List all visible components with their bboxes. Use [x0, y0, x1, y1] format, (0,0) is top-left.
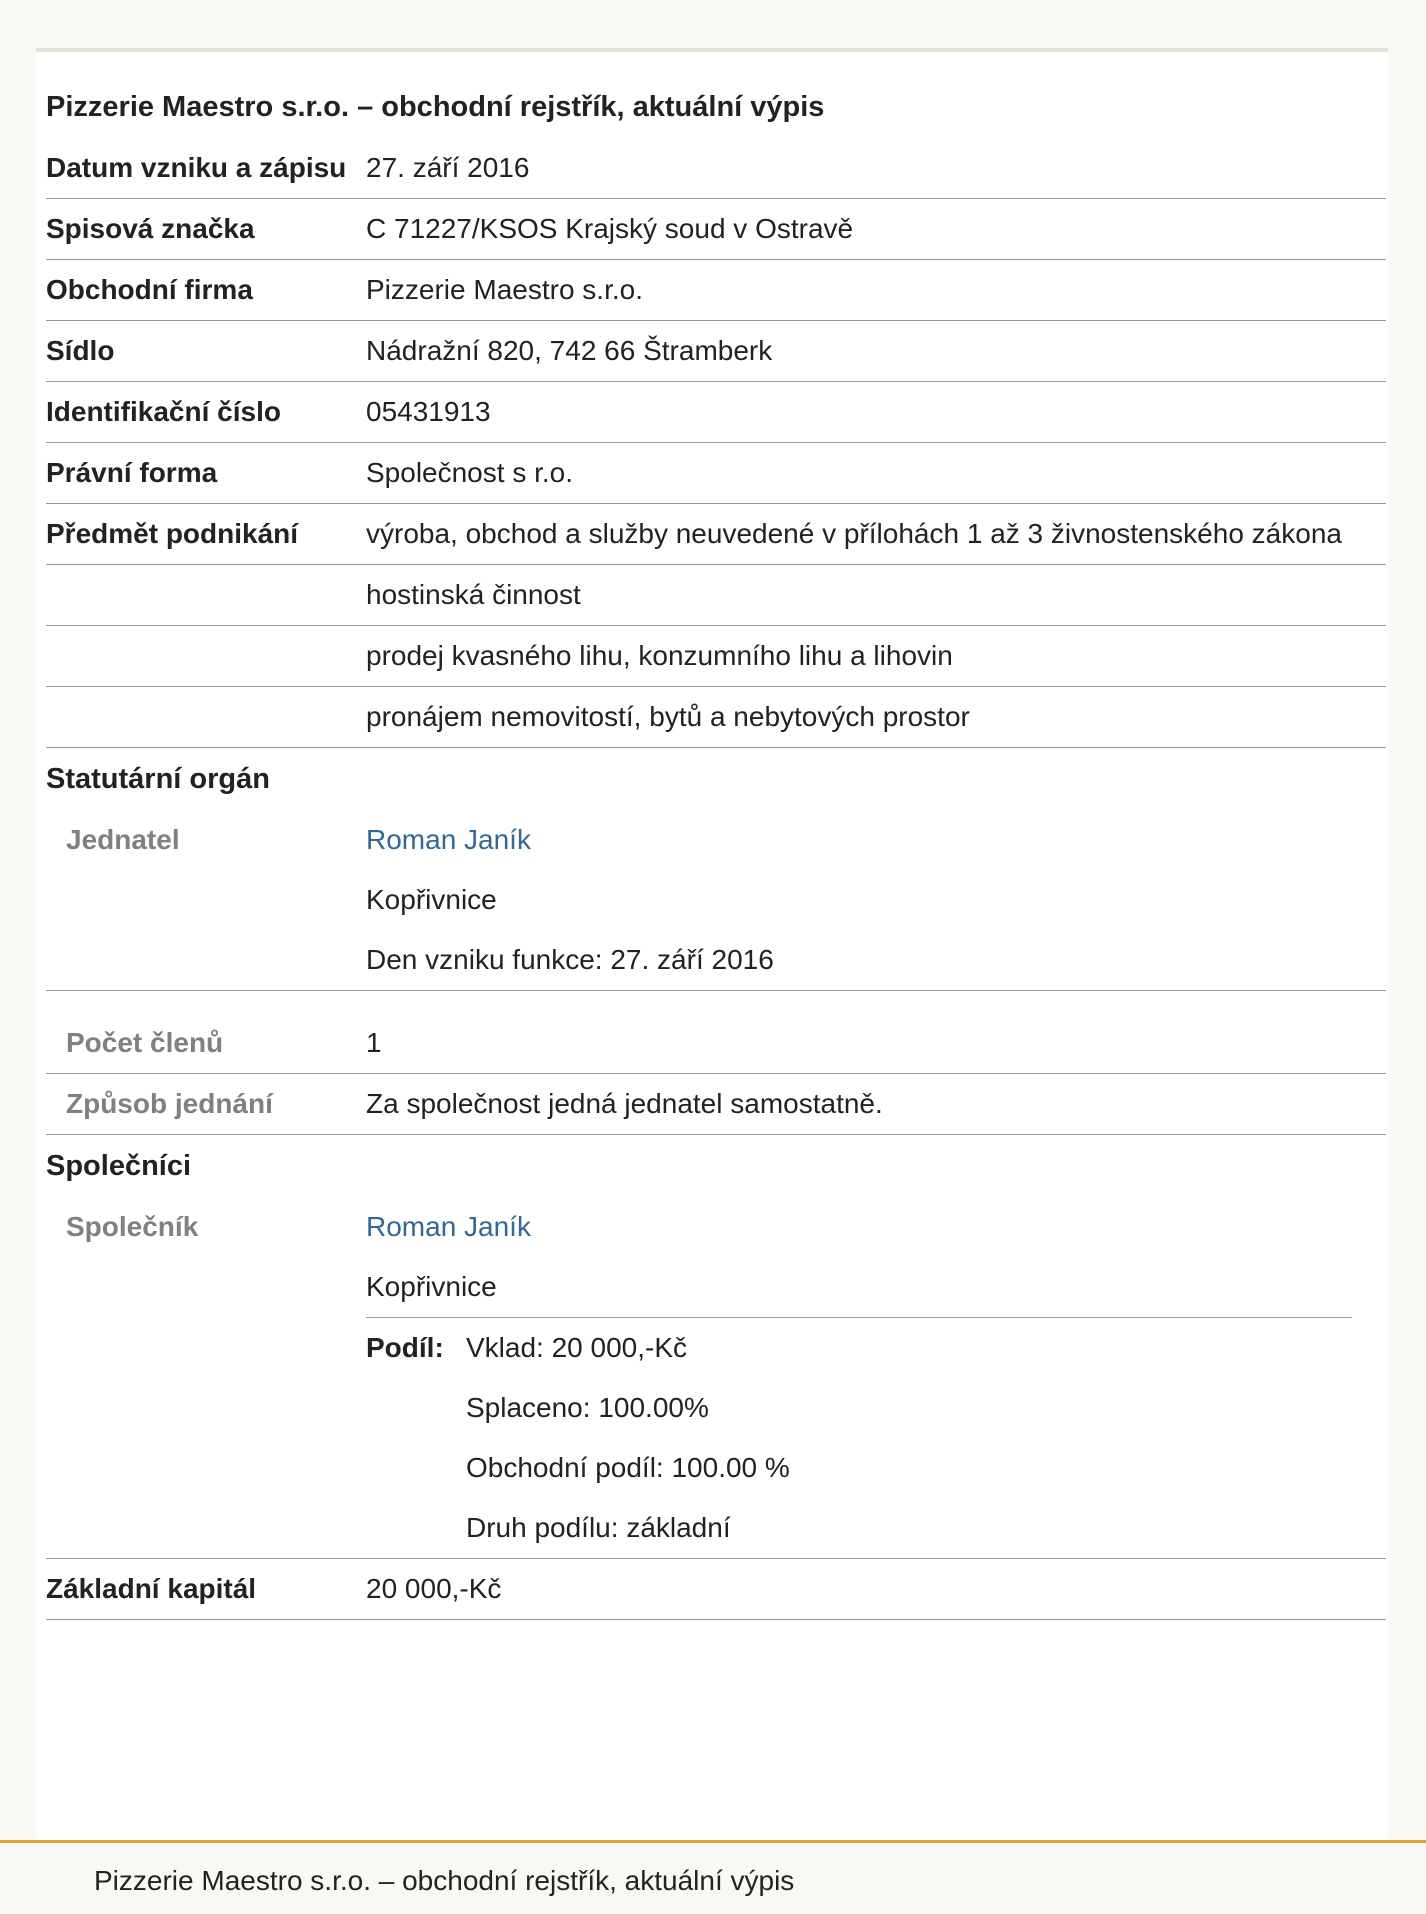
person-city: Kopřivnice [366, 1271, 497, 1302]
row-predmet-item [46, 626, 1386, 687]
row-value [366, 1197, 1386, 1558]
row-label: Jednatel [66, 824, 180, 855]
row-label: Způsob jednání [66, 1088, 273, 1119]
row-value: 27. září 2016 [366, 152, 530, 183]
share-line: Obchodní podíl: 100.00 % [466, 1452, 790, 1483]
row-pocet-clenu [46, 1013, 1386, 1074]
page-title: Pizzerie Maestro s.r.o. – obchodní rejstřík, aktuální výpis [46, 91, 825, 123]
row-predmet-item [46, 687, 1386, 748]
row-value: Za společnost jedná jednatel samostatně. [366, 1088, 883, 1119]
spacer [46, 991, 1386, 1013]
row-pravni-forma [46, 443, 1386, 504]
row-zpusob-jednani [46, 1074, 1386, 1135]
row-spisova-znacka [46, 199, 1386, 260]
row-datum [46, 138, 1386, 199]
row-label: Identifikační číslo [46, 396, 281, 427]
row-sidlo [46, 321, 1386, 382]
row-label: Datum vzniku a zápisu [46, 152, 347, 183]
share-line: Splaceno: 100.00% [466, 1392, 709, 1423]
row-value: 20 000,-Kč [366, 1573, 502, 1604]
section-title-spolecnici: Společníci [46, 1150, 192, 1182]
row-spolecnik [46, 1197, 1386, 1559]
row-jednatel [46, 810, 1386, 991]
row-value: výroba, obchod a služby neuvedené v přílohách 1 až 3 živnostenského zákona [366, 518, 1342, 549]
row-value: Pizzerie Maestro s.r.o. [366, 274, 643, 305]
row-value: prodej kvasného lihu, konzumního lihu a lihovin [366, 640, 953, 671]
footer-text: Pizzerie Maestro s.r.o. – obchodní rejstřík, aktuální výpis [94, 1865, 795, 1896]
row-value: pronájem nemovitostí, bytů a nebytových prostor [366, 701, 970, 732]
person-link[interactable]: Roman Janík [366, 824, 531, 855]
row-predmet-item [46, 565, 1386, 626]
page-footer [0, 1840, 1426, 1914]
row-label: Právní forma [46, 457, 218, 488]
row-value [366, 810, 1386, 990]
register-content [46, 52, 1386, 1620]
row-label: Počet členů [66, 1027, 224, 1058]
row-value: hostinská činnost [366, 579, 581, 610]
row-value: 05431913 [366, 396, 491, 427]
row-value: Nádražní 820, 742 66 Štramberk [366, 335, 773, 366]
section-title-statutarni: Statutární orgán [46, 763, 270, 795]
register-card [36, 48, 1388, 1840]
row-label: Základní kapitál [46, 1573, 257, 1604]
row-value: 1 [366, 1027, 382, 1058]
share-line: Druh podílu: základní [466, 1512, 731, 1543]
row-label: Spisová značka [46, 213, 255, 244]
share-label: Podíl: [366, 1332, 444, 1363]
row-value: C 71227/KSOS Krajský soud v Ostravě [366, 213, 854, 244]
row-predmet-podnikani [46, 504, 1386, 565]
share-block [366, 1317, 1352, 1558]
row-label: Předmět podnikání [46, 518, 299, 549]
share-line: Vklad: 20 000,-Kč [466, 1332, 688, 1363]
share-details [466, 1318, 790, 1558]
row-label: Obchodní firma [46, 274, 253, 305]
row-zakladni-kapital [46, 1559, 1386, 1620]
row-ico [46, 382, 1386, 443]
row-obchodni-firma [46, 260, 1386, 321]
person-link[interactable]: Roman Janík [366, 1211, 531, 1242]
person-city: Kopřivnice [366, 884, 497, 915]
row-label: Sídlo [46, 335, 115, 366]
function-since: Den vzniku funkce: 27. září 2016 [366, 944, 774, 975]
row-label: Společník [66, 1211, 199, 1242]
row-value: Společnost s r.o. [366, 457, 574, 488]
